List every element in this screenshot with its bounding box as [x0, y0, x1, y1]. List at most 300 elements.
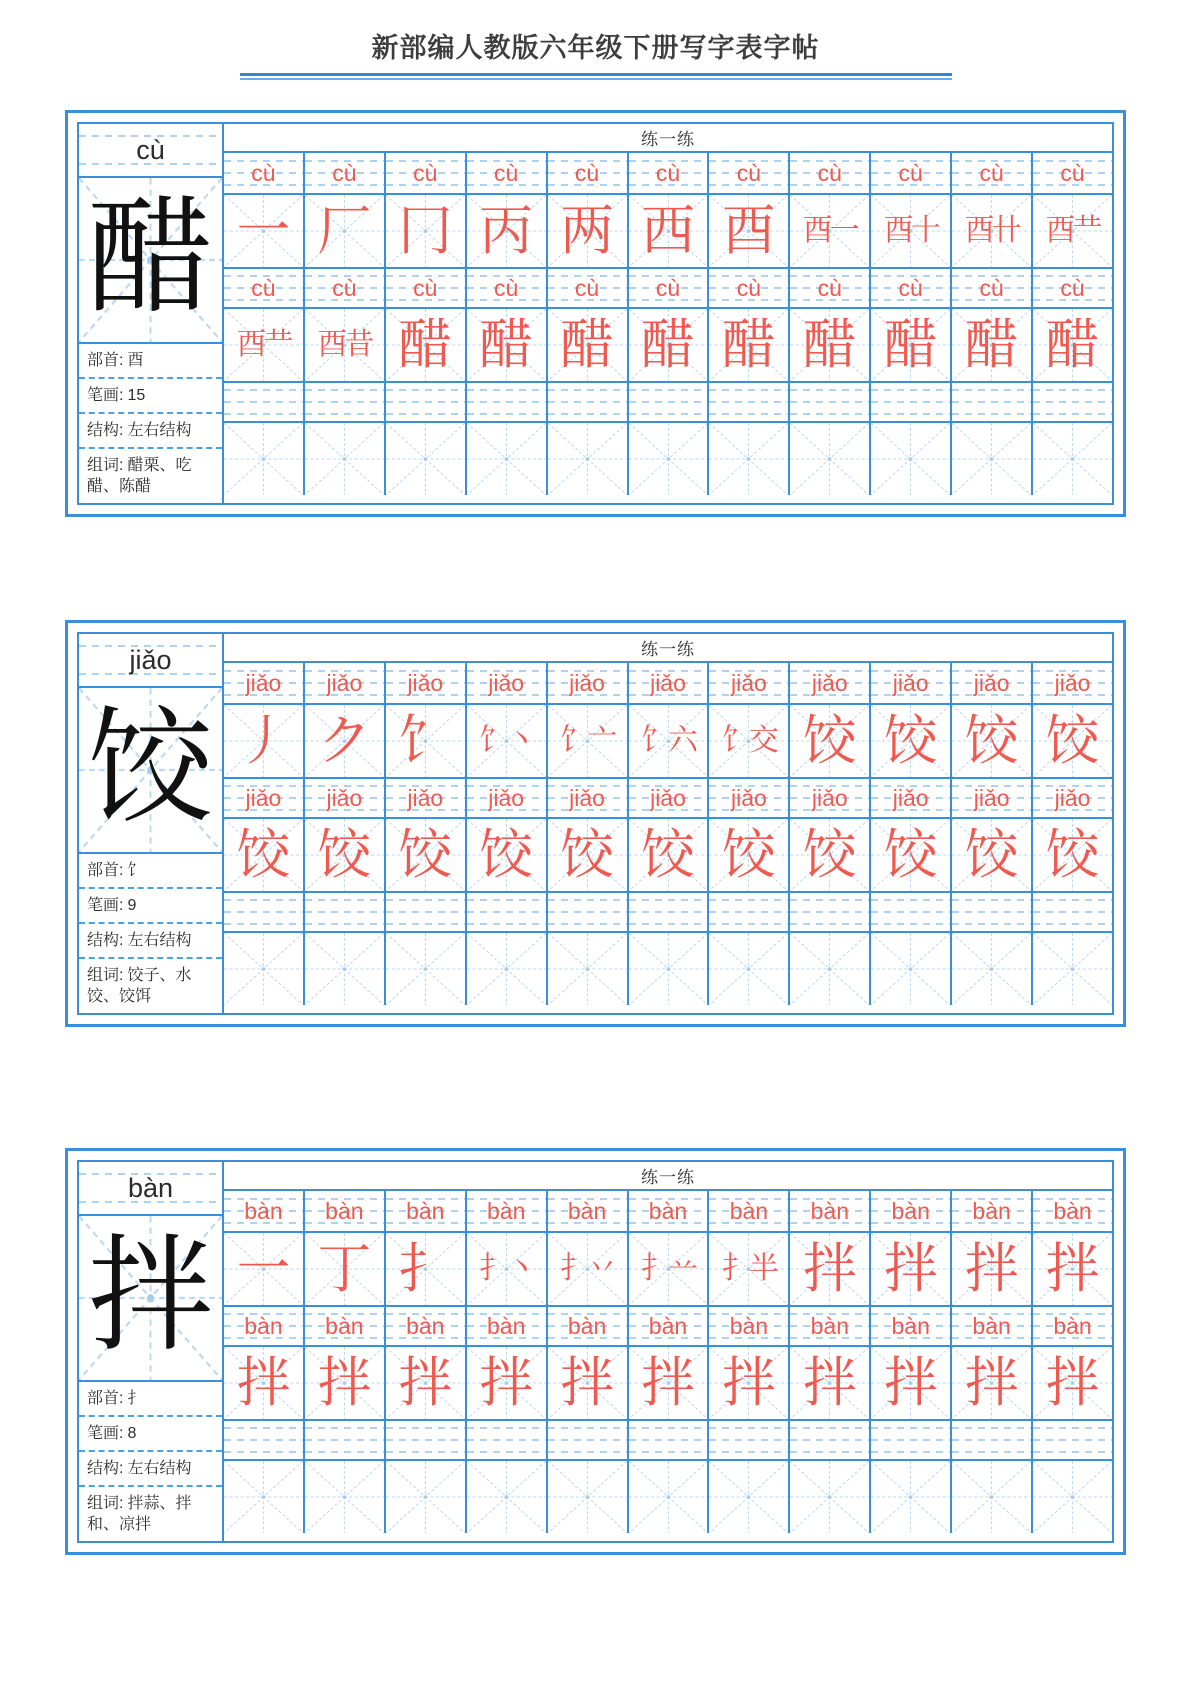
- pinyin-cell: [869, 269, 950, 307]
- pinyin-cell: [950, 663, 1031, 703]
- pinyin-cell: [627, 1307, 708, 1345]
- practice-block-ban: [65, 1148, 1126, 1555]
- empty-practice-cell: [546, 893, 627, 931]
- stroke-progress-character: 拌: [802, 1353, 857, 1413]
- stroke-demo-cell: [627, 195, 708, 267]
- character-practice-row: [224, 421, 1112, 495]
- pinyin-label-row: [224, 777, 1112, 817]
- empty-practice-cell: [303, 1461, 384, 1533]
- stroke-demo-cell: [303, 1233, 384, 1305]
- pinyin-cell: [303, 1191, 384, 1231]
- mizige-grid: [952, 423, 1031, 495]
- pinyin-cell: [384, 269, 465, 307]
- pinyin-cell: [546, 269, 627, 307]
- empty-practice-cell: [788, 893, 869, 931]
- empty-practice-cell: [788, 1461, 869, 1533]
- empty-practice-cell: [869, 933, 950, 1005]
- stroke-demo-cell: [303, 195, 384, 267]
- pinyin-label: bàn: [486, 1312, 526, 1339]
- stroke-progress-character: 醋: [964, 315, 1019, 375]
- stroke-demo-cell: [950, 309, 1031, 381]
- pinyin-label: cù: [736, 159, 762, 186]
- pinyin-cell: [384, 663, 465, 703]
- mizige-grid: [871, 1461, 950, 1533]
- stroke-demo-cell: [384, 1233, 465, 1305]
- structure-row: [79, 922, 222, 957]
- mizige-grid: [790, 423, 869, 495]
- character-practice-row: [224, 1459, 1112, 1533]
- stroke-demo-cell: [627, 705, 708, 777]
- big-character-cell: [79, 178, 222, 344]
- pinyin-cell: [1031, 663, 1112, 703]
- pinyin-label: jiǎo: [730, 784, 767, 811]
- pinyin-label: bàn: [244, 1197, 283, 1224]
- pinyin-label: cù: [979, 159, 1004, 186]
- stroke-progress-character: 酉一: [802, 214, 857, 247]
- stroke-progress-character: 饺: [317, 825, 372, 885]
- pinyin-label: cù: [332, 159, 357, 186]
- words-label: 组词:: [87, 457, 124, 474]
- pinyin-label: jiǎo: [407, 669, 444, 696]
- stroke-progress-character: 扌䒑: [640, 1252, 695, 1285]
- pinyin-cell: [465, 1191, 546, 1231]
- empty-practice-cell: [788, 383, 869, 421]
- empty-practice-cell: [384, 1461, 465, 1533]
- stroke-progress-character: 醋: [883, 315, 938, 375]
- mizige-grid: [305, 933, 384, 1005]
- stroke-demo-cell: [224, 309, 303, 381]
- radical-label: 部首:: [87, 1390, 124, 1407]
- practice-grid: [224, 1162, 1112, 1541]
- empty-practice-cell: [950, 423, 1031, 495]
- pinyin-cell: [869, 779, 950, 817]
- structure-label: 结构:: [87, 422, 124, 439]
- stroke-progress-character: 饺: [640, 825, 695, 885]
- character-practice-row: [224, 307, 1112, 381]
- stroke-progress-character: 饺: [883, 825, 938, 885]
- stroke-progress-character: 拌: [802, 1239, 857, 1299]
- pinyin-cell: [303, 663, 384, 703]
- stroke-progress-character: 拌: [883, 1239, 938, 1299]
- info-panel: [79, 854, 222, 1013]
- stroke-demo-cell: [707, 1233, 788, 1305]
- stroke-demo-cell: [224, 195, 303, 267]
- pinyin-header: cù: [79, 124, 222, 178]
- structure-label: 结构:: [87, 932, 124, 949]
- pinyin-cell: [465, 779, 546, 817]
- stroke-demo-cell: [707, 309, 788, 381]
- title-area: [0, 0, 1191, 80]
- stroke-demo-cell: [627, 819, 708, 891]
- pinyin-label: bàn: [648, 1312, 688, 1339]
- stroke-progress-character: 扌丷: [560, 1252, 615, 1285]
- strokes-value: 9: [127, 897, 137, 914]
- structure-label: 结构:: [87, 1460, 124, 1477]
- pinyin-label: bàn: [810, 1312, 849, 1339]
- stroke-demo-cell: [707, 1347, 788, 1419]
- stroke-progress-character: 醋: [560, 315, 615, 375]
- stroke-demo-cell: [950, 195, 1031, 267]
- radical-label: 部首:: [87, 862, 124, 879]
- character-practice-row: [224, 817, 1112, 891]
- pinyin-cell: [224, 153, 303, 193]
- block-inner: [77, 122, 1114, 505]
- stroke-progress-character: 醋: [802, 315, 857, 375]
- pinyin-cell: [465, 153, 546, 193]
- radical-label: 部首:: [87, 352, 124, 369]
- stroke-progress-character: 酉昔: [317, 328, 372, 361]
- mizige-grid: [1033, 1461, 1112, 1533]
- pinyin-label: jiǎo: [650, 669, 686, 696]
- stroke-demo-cell: [546, 1347, 627, 1419]
- pinyin-header: jiǎo: [79, 634, 222, 688]
- empty-practice-cell: [1031, 383, 1112, 421]
- empty-practice-cell: [224, 1461, 303, 1533]
- block-inner: [77, 1160, 1114, 1543]
- stroke-demo-cell: [1031, 309, 1112, 381]
- stroke-demo-cell: [384, 195, 465, 267]
- stroke-demo-cell: [546, 309, 627, 381]
- stroke-demo-cell: [950, 705, 1031, 777]
- title-divider: [240, 73, 952, 80]
- pinyin-label: jiǎo: [1054, 784, 1091, 811]
- stroke-demo-cell: [707, 819, 788, 891]
- empty-practice-cell: [869, 423, 950, 495]
- pinyin-label: bàn: [486, 1197, 526, 1224]
- pinyin-label: bàn: [325, 1197, 364, 1224]
- empty-practice-cell: [224, 383, 303, 421]
- empty-practice-cell: [1031, 893, 1112, 931]
- stroke-demo-cell: [303, 819, 384, 891]
- pinyin-cell: [788, 779, 869, 817]
- mizige-grid: [386, 1461, 465, 1533]
- stroke-demo-cell: [1031, 195, 1112, 267]
- stroke-progress-character: 醋: [398, 315, 453, 375]
- empty-practice-cell: [303, 933, 384, 1005]
- stroke-demo-cell: [465, 309, 546, 381]
- stroke-progress-character: 饺: [398, 825, 453, 885]
- stroke-demo-cell: [465, 1233, 546, 1305]
- pinyin-label: jiǎo: [973, 669, 1010, 696]
- stroke-progress-character: 拌: [317, 1353, 372, 1413]
- mizige-grid: [871, 933, 950, 1005]
- pinyin-label: cù: [332, 274, 357, 301]
- mizige-grid: [871, 423, 950, 495]
- practice-grid-title: 练一练: [224, 1162, 1112, 1191]
- stroke-demo-cell: [707, 705, 788, 777]
- pinyin-cell: [303, 153, 384, 193]
- mizige-grid: [224, 933, 303, 1005]
- stroke-demo-cell: [950, 1347, 1031, 1419]
- stroke-progress-character: 拌: [479, 1353, 534, 1413]
- mizige-grid: [548, 1461, 627, 1533]
- character-practice-row: [224, 193, 1112, 267]
- pinyin-label: cù: [413, 159, 438, 186]
- stroke-demo-cell: [788, 195, 869, 267]
- practice-grid-title: 练一练: [224, 124, 1112, 153]
- practice-grid-rows: [224, 153, 1112, 503]
- stroke-progress-character: 酉十: [883, 214, 938, 247]
- stroke-progress-character: 拌: [560, 1353, 615, 1413]
- pinyin-cell: [1031, 779, 1112, 817]
- character-practice-row: [224, 1345, 1112, 1419]
- pinyin-cell: [303, 1307, 384, 1345]
- empty-practice-cell: [224, 933, 303, 1005]
- mizige-grid: [467, 933, 546, 1005]
- empty-practice-cell: [1031, 1461, 1112, 1533]
- stroke-demo-cell: [303, 309, 384, 381]
- stroke-progress-character: 饺: [802, 825, 857, 885]
- pinyin-cell: [384, 1191, 465, 1231]
- stroke-progress-character: 醋: [640, 315, 695, 375]
- pinyin-cell: [465, 663, 546, 703]
- mizige-grid: [790, 1461, 869, 1533]
- strokes-value: 8: [127, 1425, 137, 1442]
- stroke-progress-character: 丿: [236, 711, 291, 771]
- structure-value: 左右结构: [127, 422, 192, 439]
- stroke-demo-cell: [303, 1347, 384, 1419]
- pinyin-label: bàn: [325, 1312, 364, 1339]
- structure-row: [79, 1450, 222, 1485]
- stroke-demo-cell: [627, 1347, 708, 1419]
- pinyin-header: bàn: [79, 1162, 222, 1216]
- pinyin-cell: [1031, 153, 1112, 193]
- stroke-demo-cell: [788, 1347, 869, 1419]
- radical-value: 饣: [127, 862, 144, 879]
- pinyin-cell: [707, 1307, 788, 1345]
- empty-practice-cell: [465, 383, 546, 421]
- pinyin-label-row: [224, 663, 1112, 703]
- strokes-row: [79, 887, 222, 922]
- empty-practice-cell: [707, 1461, 788, 1533]
- empty-practice-cell: [224, 1421, 303, 1459]
- stroke-progress-character: 冂: [398, 201, 453, 261]
- pinyin-label: cù: [413, 274, 438, 301]
- empty-practice-cell: [869, 1461, 950, 1533]
- mizige-grid: [790, 933, 869, 1005]
- stroke-progress-character: ク: [317, 711, 372, 771]
- pinyin-label-row: [224, 267, 1112, 307]
- pinyin-label: jiǎo: [1054, 669, 1091, 696]
- pinyin-label: jiǎo: [892, 669, 929, 696]
- pinyin-label: cù: [251, 159, 276, 186]
- mizige-grid: [629, 1461, 708, 1533]
- pinyin-label: jiǎo: [569, 669, 605, 696]
- pinyin-cell: [869, 1191, 950, 1231]
- stroke-demo-cell: [465, 1347, 546, 1419]
- pinyin-cell: [788, 1307, 869, 1345]
- pinyin-label: bàn: [567, 1197, 607, 1224]
- pinyin-cell: [627, 779, 708, 817]
- strokes-label: 笔画:: [87, 1425, 124, 1442]
- stroke-progress-character: 饣: [398, 711, 453, 771]
- stroke-progress-character: 饺: [236, 825, 291, 885]
- stroke-demo-cell: [950, 1233, 1031, 1305]
- mizige-grid: [952, 1461, 1031, 1533]
- big-character: 饺: [87, 700, 214, 839]
- pinyin-label: bàn: [406, 1197, 445, 1224]
- pinyin-label: cù: [574, 159, 600, 186]
- pinyin-cell: [627, 153, 708, 193]
- stroke-progress-character: 拌: [721, 1353, 776, 1413]
- pinyin-label: bàn: [406, 1312, 445, 1339]
- stroke-progress-character: 酉龷: [236, 328, 291, 361]
- empty-practice-cell: [384, 1421, 465, 1459]
- stroke-progress-character: 饺: [479, 825, 534, 885]
- pinyin-label-row: [224, 891, 1112, 931]
- pinyin-cell: [950, 269, 1031, 307]
- info-panel: [79, 1382, 222, 1541]
- empty-practice-cell: [546, 423, 627, 495]
- empty-practice-cell: [384, 933, 465, 1005]
- pinyin-cell: [546, 153, 627, 193]
- pinyin-label: jiǎo: [650, 784, 686, 811]
- empty-practice-cell: [465, 893, 546, 931]
- pinyin-label: cù: [898, 274, 923, 301]
- mizige-grid: [1033, 933, 1112, 1005]
- pinyin-label-row: [224, 1419, 1112, 1459]
- pinyin-label: bàn: [972, 1312, 1011, 1339]
- pinyin-cell: [224, 1191, 303, 1231]
- pinyin-cell: [1031, 269, 1112, 307]
- empty-practice-cell: [465, 1421, 546, 1459]
- empty-practice-cell: [384, 893, 465, 931]
- empty-practice-cell: [384, 383, 465, 421]
- empty-practice-cell: [224, 423, 303, 495]
- info-panel: [79, 344, 222, 503]
- stroke-progress-character: 扌半: [721, 1252, 776, 1285]
- pinyin-label: jiǎo: [488, 784, 525, 811]
- pinyin-label: bàn: [891, 1197, 930, 1224]
- stroke-progress-character: 酉: [721, 201, 776, 261]
- mizige-grid: [548, 933, 627, 1005]
- pinyin-label: jiǎo: [245, 784, 282, 811]
- pinyin-cell: [384, 779, 465, 817]
- practice-block-jiao: [65, 620, 1126, 1027]
- stroke-progress-character: 酉卄: [964, 214, 1019, 247]
- stroke-progress-character: 拌: [964, 1239, 1019, 1299]
- stroke-demo-cell: [1031, 1347, 1112, 1419]
- mizige-grid: [467, 1461, 546, 1533]
- pinyin-cell: [627, 663, 708, 703]
- pinyin-cell: [465, 269, 546, 307]
- empty-practice-cell: [707, 1421, 788, 1459]
- stroke-demo-cell: [869, 1347, 950, 1419]
- structure-value: 左右结构: [127, 932, 192, 949]
- pinyin-label-row: [224, 1191, 1112, 1231]
- pinyin-cell: [384, 153, 465, 193]
- stroke-demo-cell: [224, 705, 303, 777]
- mizige-grid: [709, 933, 788, 1005]
- empty-practice-cell: [1031, 1421, 1112, 1459]
- pinyin-label: jiǎo: [326, 784, 363, 811]
- pinyin-cell: [546, 1191, 627, 1231]
- empty-practice-cell: [384, 423, 465, 495]
- pinyin-label-row: [224, 153, 1112, 193]
- stroke-progress-character: 饺: [964, 825, 1019, 885]
- stroke-progress-character: 拌: [883, 1353, 938, 1413]
- pinyin-cell: [1031, 1307, 1112, 1345]
- stroke-progress-character: 酉龷: [1045, 214, 1100, 247]
- stroke-demo-cell: [224, 1347, 303, 1419]
- stroke-demo-cell: [788, 1233, 869, 1305]
- empty-practice-cell: [546, 1421, 627, 1459]
- stroke-progress-character: 拌: [236, 1353, 291, 1413]
- words-value: 饺子、水饺、饺饵: [87, 967, 192, 1005]
- strokes-row: [79, 1415, 222, 1450]
- pinyin-label: bàn: [648, 1197, 688, 1224]
- stroke-progress-character: 醋: [1045, 315, 1100, 375]
- empty-practice-cell: [224, 893, 303, 931]
- empty-practice-cell: [303, 893, 384, 931]
- stroke-demo-cell: [303, 705, 384, 777]
- big-character-cell: [79, 688, 222, 854]
- pinyin-label: jiǎo: [407, 784, 444, 811]
- pinyin-cell: [869, 153, 950, 193]
- empty-practice-cell: [950, 383, 1031, 421]
- practice-block-cu: [65, 110, 1126, 517]
- empty-practice-cell: [707, 933, 788, 1005]
- mizige-grid: [224, 423, 303, 495]
- practice-grid-title: 练一练: [224, 634, 1112, 663]
- pinyin-cell: [950, 1191, 1031, 1231]
- character-info-panel: [79, 124, 224, 503]
- character-practice-row: [224, 931, 1112, 1005]
- pinyin-cell: [384, 1307, 465, 1345]
- pinyin-cell: [1031, 1191, 1112, 1231]
- empty-practice-cell: [465, 1461, 546, 1533]
- pinyin-cell: [546, 1307, 627, 1345]
- empty-practice-cell: [950, 933, 1031, 1005]
- empty-practice-cell: [627, 1461, 708, 1533]
- pinyin-cell: [627, 269, 708, 307]
- words-label: 组词:: [87, 967, 124, 984]
- pinyin-label: bàn: [244, 1312, 283, 1339]
- pinyin-label: bàn: [729, 1312, 769, 1339]
- stroke-demo-cell: [950, 819, 1031, 891]
- stroke-progress-character: 醋: [479, 315, 534, 375]
- pinyin-cell: [224, 663, 303, 703]
- character-info-panel: [79, 1162, 224, 1541]
- mizige-grid: [709, 1461, 788, 1533]
- stroke-progress-character: 拌: [964, 1353, 1019, 1413]
- character-info-panel: [79, 634, 224, 1013]
- empty-practice-cell: [627, 383, 708, 421]
- pinyin-cell: [869, 663, 950, 703]
- stroke-progress-character: 丁: [317, 1239, 372, 1299]
- stroke-demo-cell: [627, 1233, 708, 1305]
- empty-practice-cell: [707, 423, 788, 495]
- stroke-demo-cell: [869, 819, 950, 891]
- pinyin-label-row: [224, 381, 1112, 421]
- stroke-progress-character: 拌: [1045, 1353, 1100, 1413]
- pinyin-cell: [788, 153, 869, 193]
- pinyin-cell: [224, 1307, 303, 1345]
- pinyin-label: jiǎo: [326, 669, 363, 696]
- pinyin-cell: [707, 1191, 788, 1231]
- practice-grid: [224, 124, 1112, 503]
- stroke-demo-cell: [869, 195, 950, 267]
- empty-practice-cell: [788, 1421, 869, 1459]
- strokes-label: 笔画:: [87, 897, 124, 914]
- pinyin-label: jiǎo: [973, 784, 1010, 811]
- stroke-progress-character: 拌: [398, 1353, 453, 1413]
- stroke-demo-cell: [384, 705, 465, 777]
- pinyin-label: bàn: [567, 1312, 607, 1339]
- stroke-demo-cell: [1031, 705, 1112, 777]
- radical-row: [79, 1382, 222, 1415]
- stroke-progress-character: 拌: [1045, 1239, 1100, 1299]
